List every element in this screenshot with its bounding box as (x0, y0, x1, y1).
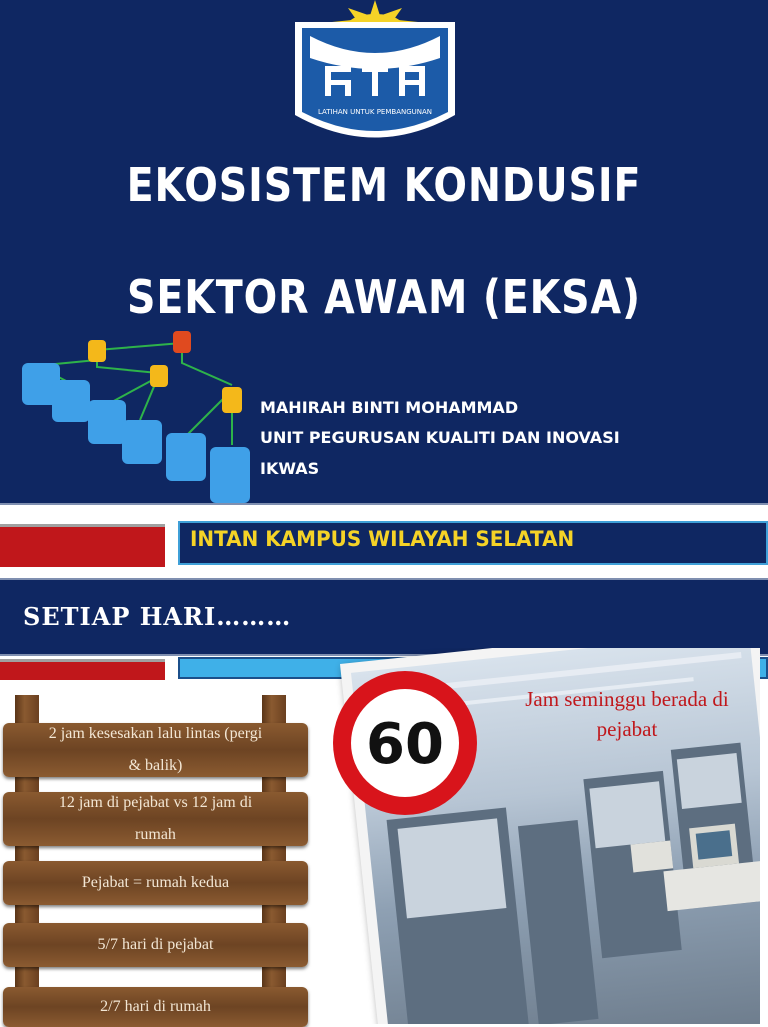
caption-line-2: pejabat (596, 717, 658, 741)
signpost-plank: 12 jam di pejabat vs 12 jam di rumah (3, 792, 308, 846)
section-heading: SETIAP HARI……… (23, 602, 292, 631)
wooden-signpost (0, 695, 320, 1024)
author-name: MAHIRAH BINTI MOHAMMAD (260, 398, 519, 417)
title-line-1: EKOSISTEM KONDUSIF (126, 158, 642, 212)
speed-limit-value: 60 (366, 712, 444, 777)
title-line-2: SEKTOR AWAM (EKSA) (127, 270, 641, 324)
red-accent-bar-2 (0, 659, 165, 680)
author-unit: UNIT PEGURUSAN KUALITI DAN INOVASI (260, 428, 620, 447)
logo-motto: LATIHAN UNTUK PEMBANGUNAN (317, 108, 433, 116)
caption-line-1: Jam seminggu berada di (525, 687, 729, 711)
campus-banner (178, 521, 768, 565)
section-band (0, 578, 768, 656)
title-panel (0, 0, 768, 505)
signpost-plank: Pejabat = rumah kedua (3, 861, 308, 905)
signpost-plank: 2/7 hari di rumah (3, 987, 308, 1027)
org-chart-icon (0, 325, 260, 515)
signpost-plank: 2 jam kesesakan lalu lintas (pergi & balik) (3, 723, 308, 777)
photo-caption (492, 684, 762, 744)
signpost-plank: 5/7 hari di pejabat (3, 923, 308, 967)
campus-label: INTAN KAMPUS WILAYAH SELATAN (190, 527, 575, 551)
red-accent-bar (0, 524, 165, 567)
intan-logo-icon (290, 0, 460, 160)
author-dept: IKWAS (260, 459, 320, 478)
speed-limit-sign (330, 668, 480, 818)
